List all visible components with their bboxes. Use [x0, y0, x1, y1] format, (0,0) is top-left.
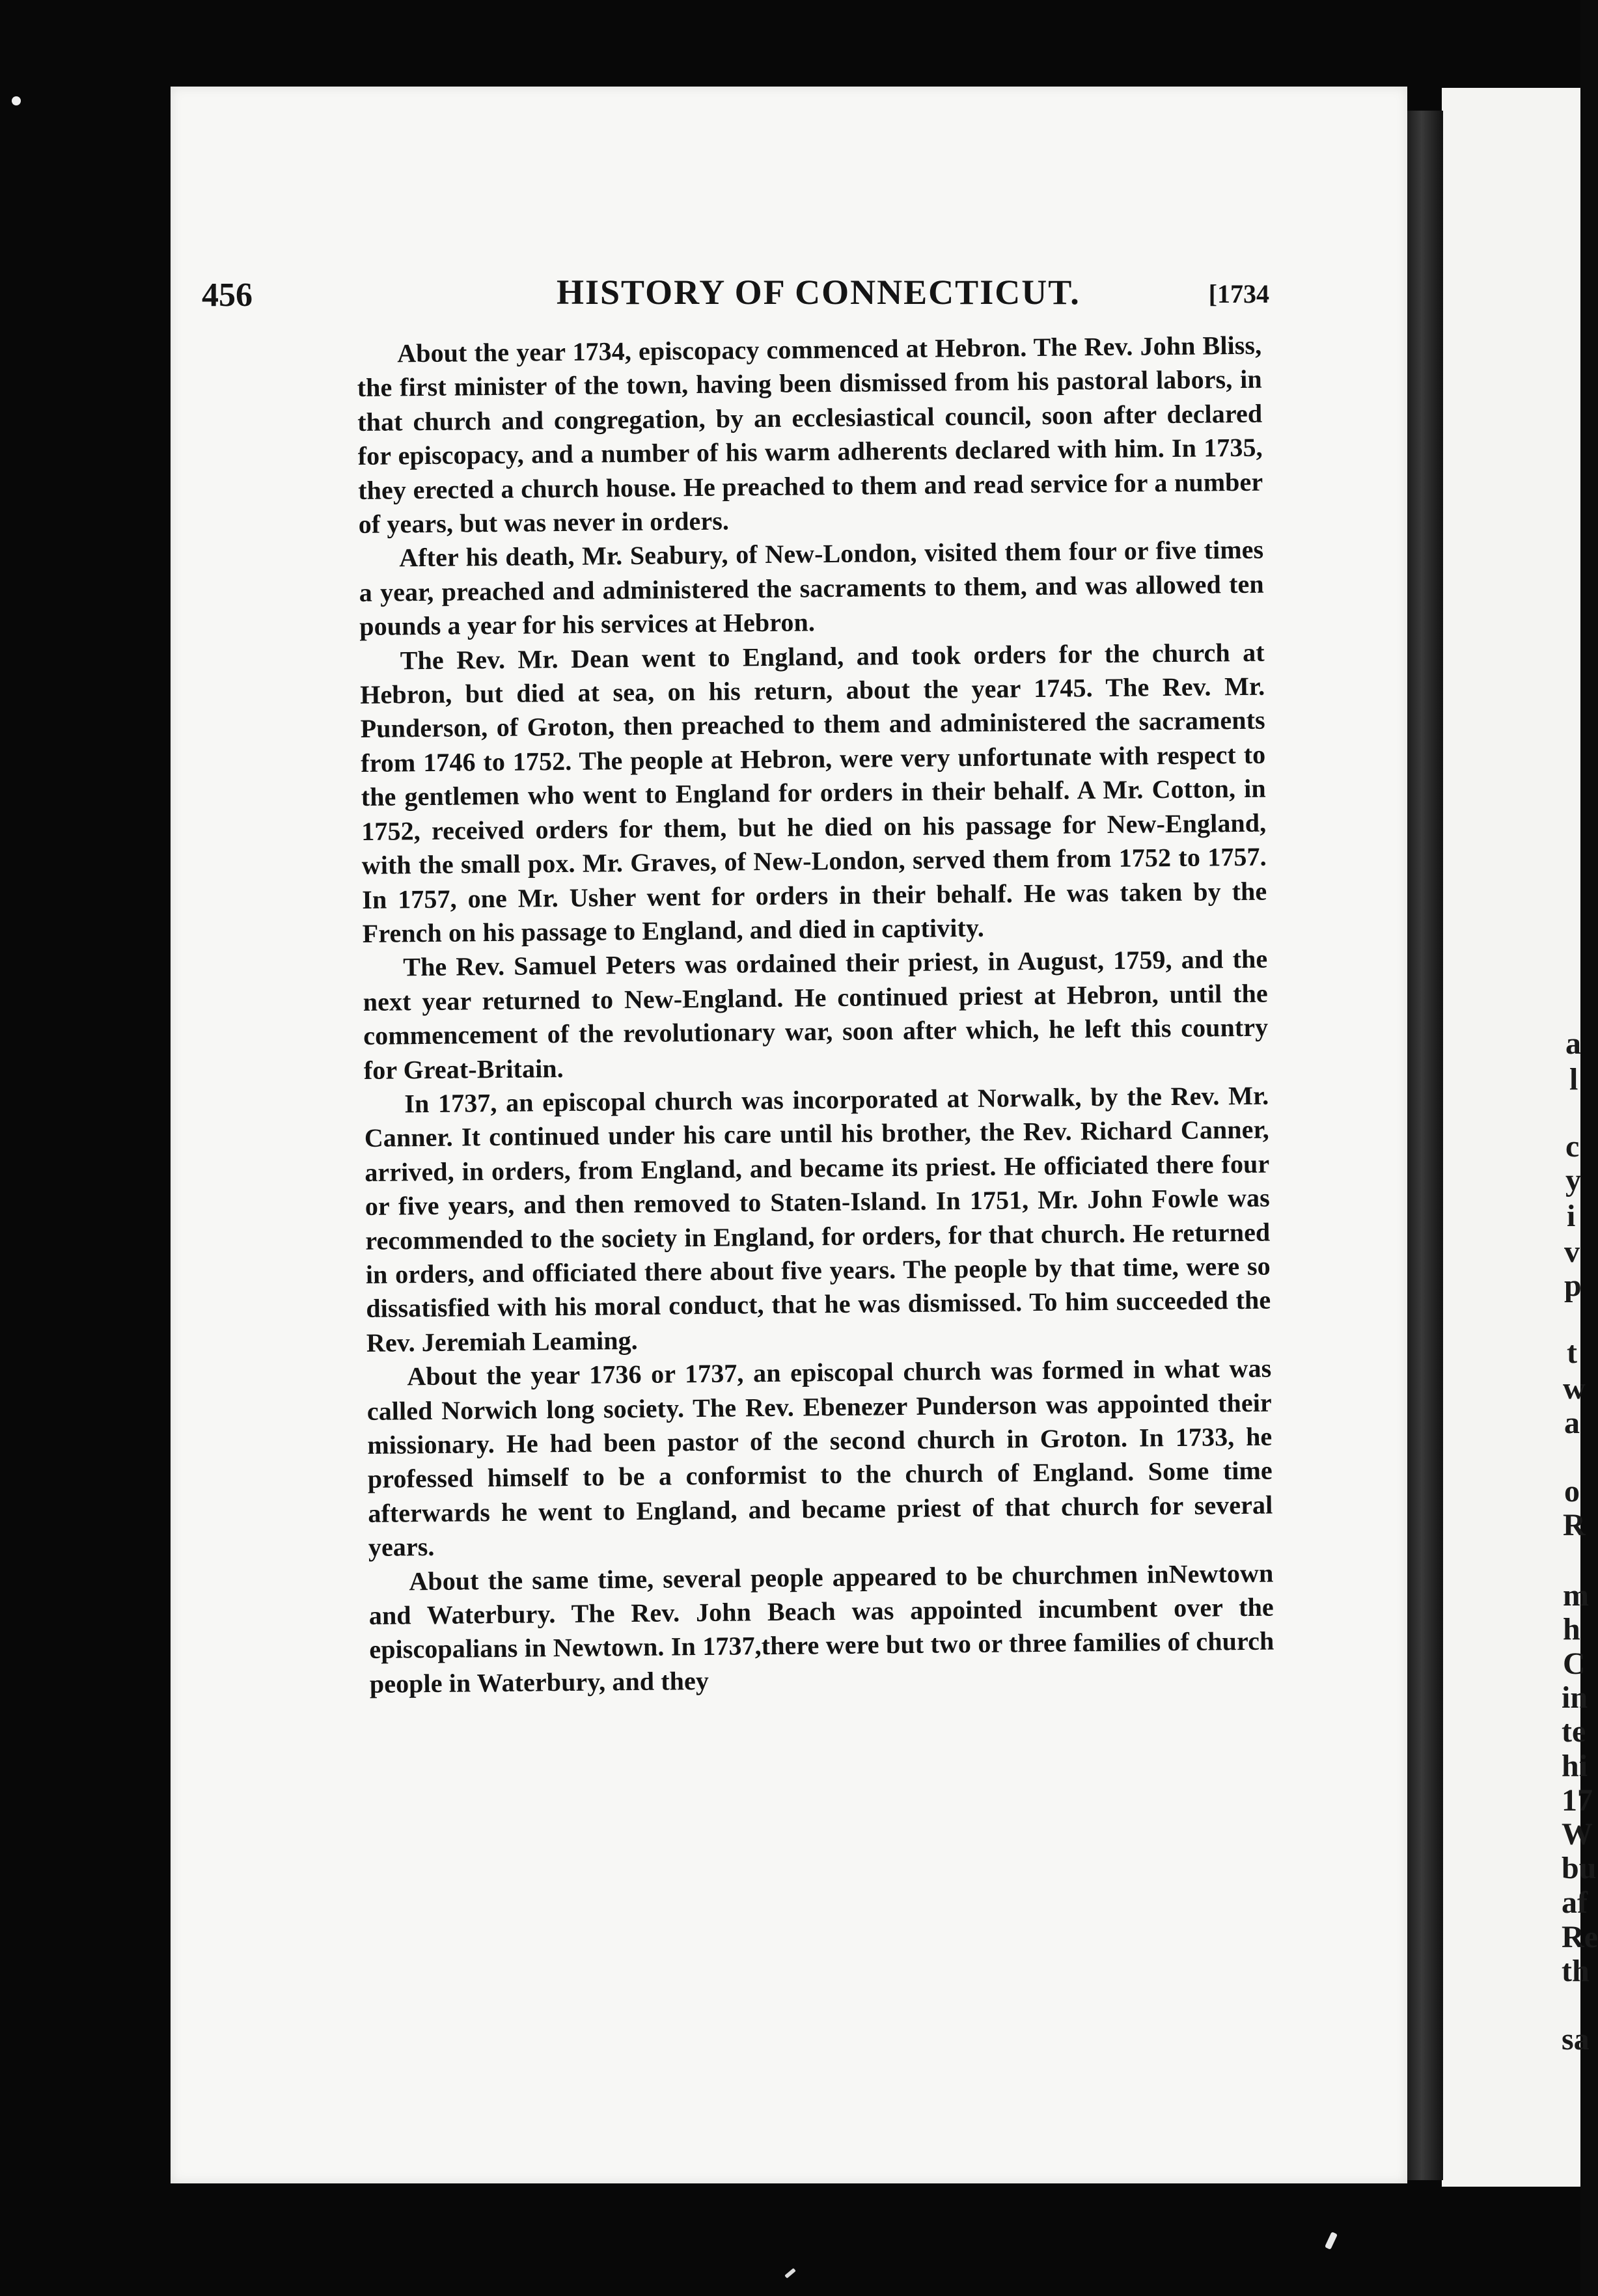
facing-page-fragment: o	[1564, 1474, 1580, 1509]
facing-page-fragment: th	[1562, 1954, 1590, 1988]
facing-page-fragment: m	[1563, 1578, 1589, 1613]
facing-page-fragment: h	[1563, 1612, 1580, 1647]
facing-page-edge	[1442, 88, 1598, 2187]
paragraph: The Rev. Samuel Peters was ordained their priest, in August, 1759, and the next year returned to New-England. He continued priest at Hebron, until the commencement of the revolutionary war, soon after which, he left this country for Great-Britain.	[363, 944, 1269, 1085]
facing-page-fragment: a	[1565, 1026, 1581, 1061]
facing-page-fragment: te	[1562, 1714, 1586, 1749]
body-text	[357, 329, 1274, 1701]
facing-page-fragment: R	[1563, 1508, 1586, 1542]
facing-page-fragment: c	[1565, 1129, 1580, 1164]
facing-page-fragment: 17	[1562, 1783, 1593, 1818]
running-head	[202, 272, 1269, 314]
paragraph: About the year 1736 or 1737, an episcopal church was formed in what was called Norwich long society. The Rev. Ebenezer Punderson was appointed their missionary. He had been pastor of the second church in Groton. In 1733, he professed himself to be a conformist to the church of England. Some time afterwards he went to England, and became priest of that church for several years.	[366, 1353, 1273, 1563]
facing-page-fragment: v	[1564, 1235, 1580, 1269]
facing-page-fragment: sa	[1562, 2022, 1590, 2057]
paragraph: In 1737, an episcopal church was incorporated at Norwalk, by the Rev. Mr. Canner. It continued under his care until his brother, the Rev. Richard Canner, arrived, in orders, from England, and became its priest. He officiated there four or five years, and then removed to Staten-Island. In 1751, Mr. John Fowle was recommended to the society in England, for orders, for that church. He returned in orders, and officiated there about five years. The people by that time, were so dissatisfied with his moral conduct, that he was dismissed. To him succeeded the Rev. Jeremiah Leaming.	[364, 1080, 1271, 1358]
paragraph: About the year 1734, episcopacy commenced at Hebron. The Rev. John Bliss, the first minister of the town, having been dismissed from his pastoral labors, in that church and congregation, by an ecclesiastical council, soon after declared for episcopacy, and a number of his warm adherents declared with him. In 1735, they erected a church house. He preached to them and read service for a number of years, but was never in orders.	[357, 330, 1263, 540]
facing-page-fragment: l	[1569, 1062, 1578, 1097]
facing-page-fragment: t	[1567, 1335, 1577, 1370]
facing-page-fragment: p	[1564, 1268, 1582, 1303]
running-title: HISTORY OF CONNECTICUT.	[557, 273, 1081, 312]
facing-page-fragment: i	[1567, 1199, 1576, 1233]
scan-speck	[12, 96, 21, 105]
year-marker: [1734	[1208, 279, 1269, 308]
paragraph: After his death, Mr. Seabury, of New-London, visited them four or five times a year, preached and administered the sacraments to them, and was allowed ten pounds a year for his services at Hebron.	[359, 535, 1264, 642]
paragraph: About the same time, several people appeared to be churchmen inNewtown and Waterbury. The Rev. John Beach was appointed incumbent over the episcopalians in Newtown. In 1737,there were but two or three families of church people in Waterbury, and they	[368, 1558, 1274, 1699]
facing-page-fragment: hi	[1562, 1749, 1588, 1783]
facing-page-fragment: W	[1562, 1817, 1593, 1852]
paragraph: The Rev. Mr. Dean went to England, and took orders for the church at Hebron, but died at sea, on his return, about the year 1745. The Rev. Mr. Punderson, of Groton, then preached to them and administered the sacraments from 1746 to 1752. The people at Hebron, were very unfortunate with respect to the gentlemen who went to England for orders in their behalf. A Mr. Cotton, in 1752, received orders for them, but he died on his passage for New-England, with the small pox. Mr. Graves, of New-London, served them from 1752 to 1757. In 1757, one Mr. Usher went for orders in their behalf. He was taken by the French on his passage to England, and died in captivity.	[360, 637, 1267, 948]
facing-page-fragment: C	[1563, 1647, 1586, 1681]
facing-page-fragment: Re	[1562, 1920, 1598, 1954]
facing-page-fragment: af	[1562, 1885, 1588, 1920]
facing-page-fragment: y	[1565, 1163, 1581, 1197]
book-gutter	[1407, 111, 1443, 2180]
page-number: 456	[202, 277, 253, 314]
facing-page-fragment: w	[1563, 1371, 1586, 1406]
facing-page-fragment: in	[1562, 1680, 1588, 1715]
facing-page-fragment: bu	[1562, 1851, 1597, 1885]
facing-page-fragment: a	[1564, 1406, 1580, 1440]
